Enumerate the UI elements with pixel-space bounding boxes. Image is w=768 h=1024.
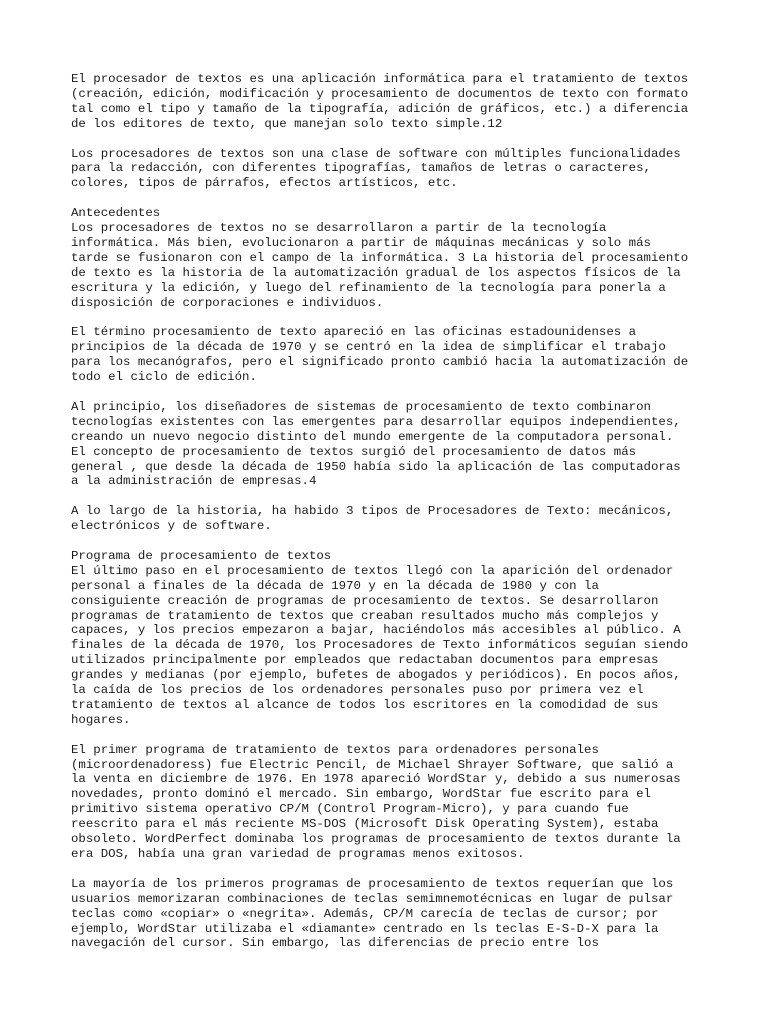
paragraph-functionalities: Los procesadores de textos son una clase de software con múltiples funcionalidades para la redacción, con diferentes tipografías, tamaños de letras o caracteres, colores, tipos de párrafos, efectos artísticos, etc. [71,146,681,191]
paragraph-intro: El procesador de textos es una aplicación informática para el tratamiento de textos (creación, edición, modificación y procesamiento de documentos de texto con formato tal como el tipo y tamaño de la tipografía, adición de gráficos, etc.) a diferencia de los editores de texto, que manejan solo texto simple.12 [71,72,689,131]
paragraph-types: A lo largo de la historia, ha habido 3 tipos de Procesadores de Texto: mecánicos, electrónicos y de software. [71,504,674,534]
paragraph-term-origin: El término procesamiento de texto apareció en las oficinas estadounidenses a principios de la década de 1970 y se centró en la idea de simplificar el trabajo para los mecanógrafos, pero el significado pronto cambió hacia la automatización de todo el ciclo de edición. [71,325,689,385]
paragraph-antecedentes: Antecedentes Los procesadores de textos no se desarrollaron a partir de la tecnología informática. Más bien, evolucionaron a partir de máquinas mecánicas y solo más tarde se fusionaron con el campo de la informática. 3 La historia del procesamiento de texto es la historia de la automatización gradual de los aspectos físicos de la escritura y la edición, y luego del refinamiento de la tecnología para ponerla a disposición de corporaciones e individuos. [71,206,689,310]
paragraph-programs: Programa de procesamiento de textos El último paso en el procesamiento de textos llegó con la aparición del ordenador personal a finales de la década de 1970 y en la década de 1980 y con la consiguiente creación de programas de procesamiento de textos. Se desarrollaron programas de tratamiento de textos que creaban resultados mucho más complejos y capaces, y los precios empezaron a bajar, haciéndolos más accesibles al público. A finales de la década de 1970, los Procesadores de Texto informáticos seguían siendo utilizados principalmente por empleados que redactaban documentos para empresas grandes y medianas (por ejemplo, bufetes de abogados y periódicos). En pocos años, la caída de los precios de los ordenadores personales puso por primera vez el tratamiento de textos al alcance de todos los escritores en la comodidad de sus hogares. [71,548,689,727]
paragraph-early-keyboard: La mayoría de los primeros programas de procesamiento de textos requerían que los usuarios memorizaran combinaciones de teclas semimnemotécnicas en lugar de pulsar teclas como «copiar» o «negrita». Además, CP/M carecía de teclas de cursor; por ejemplo, WordStar utilizaba el «diamante» centrado en ls teclas E-S-D-X para la navegación del cursor. Sin embargo, las diferencias de precio entre los [71,876,674,951]
paragraph-first-program: El primer programa de tratamiento de textos para ordenadores personales (microordenadoress) fue Electric Pencil, de Michael Shrayer Software, que salió a la venta en diciembre de 1976. En 1978 apareció WordStar y, debido a sus numerosas novedades, pronto dominó el mercado. Sin embargo, WordStar fue escrito para el primitivo sistema operativo CP/M (Control Program-Micro), y para cuando fue reescrito para el más reciente MS-DOS (Microsoft Disk Operating System), estaba obsoleto. WordPerfect dominaba los programas de procesamiento de textos durante la era DOS, había una gran variedad de programas menos exitosos. [71,742,681,862]
paragraph-early-design: Al principio, los diseñadores de sistemas de procesamiento de texto combinaron tecnologías existentes con las emergentes para desarrollar equipos independientes, creando un nuevo negocio distinto del mundo emergente de la computadora personal. El concepto de procesamiento de textos surgió del procesamiento de datos más general , que desde la década de 1950 había sido la aplicación de las computadoras a la administración de empresas.4 [71,399,681,489]
document-body [71,72,731,966]
